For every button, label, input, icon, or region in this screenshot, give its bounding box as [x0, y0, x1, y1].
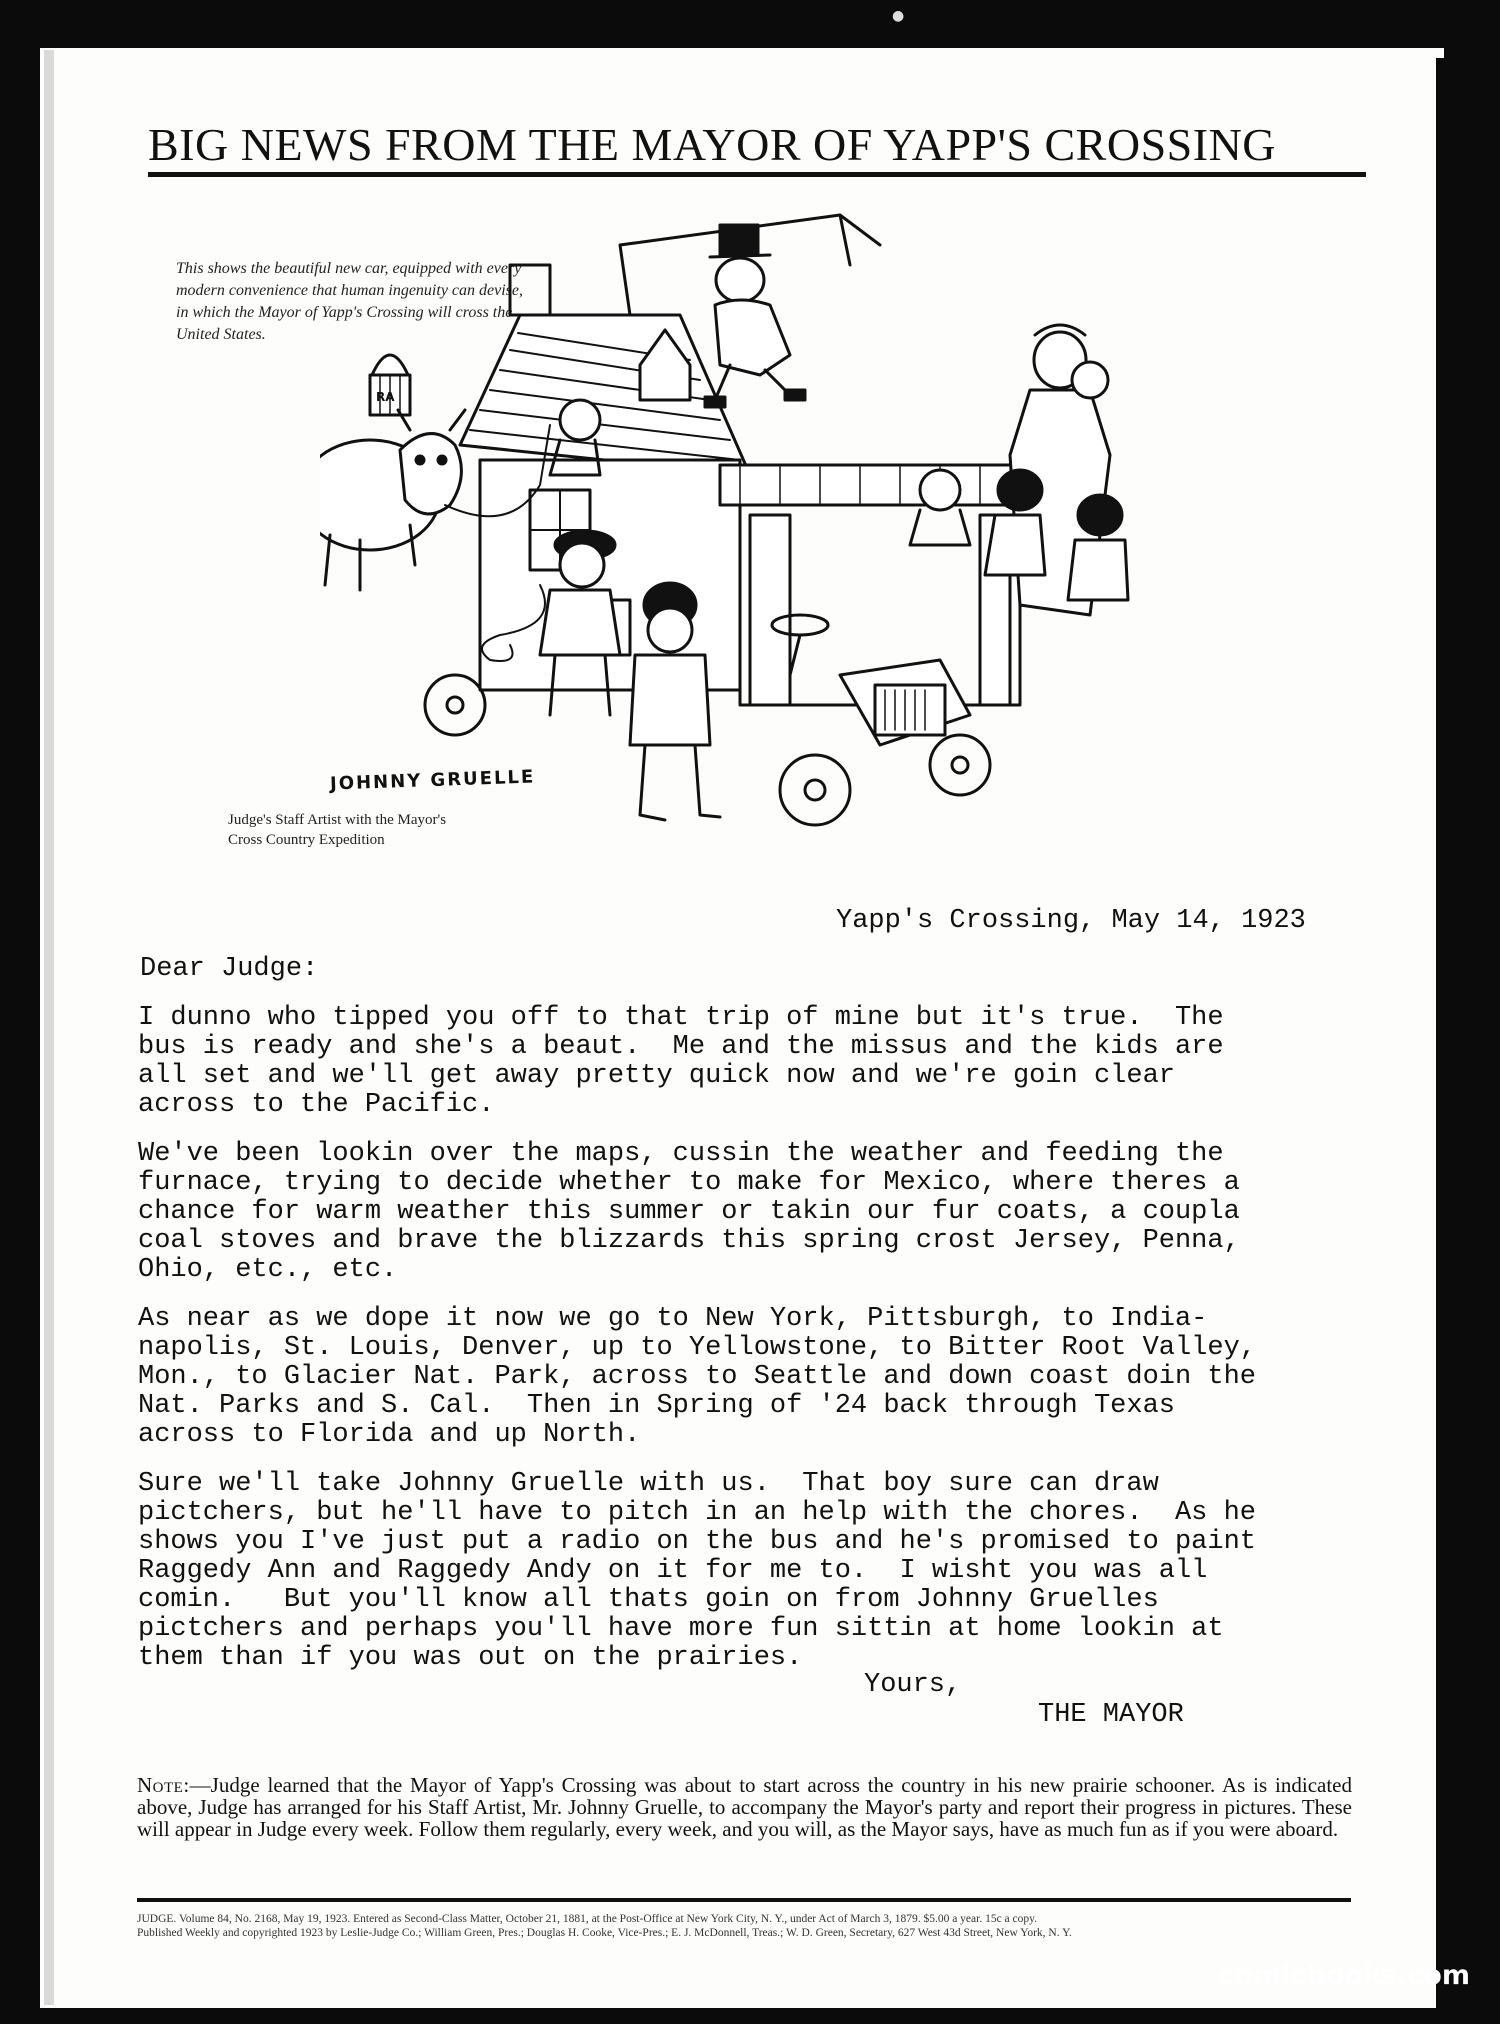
artist-signature: JOHNNY GRUELLE	[329, 766, 536, 795]
scan-mark-icon: ●	[892, 8, 905, 24]
child-right-2	[1068, 495, 1128, 600]
colophon	[137, 1912, 1352, 1940]
letter-paragraph: I dunno who tipped you off to that trip of mine but it's true. The bus is ready and she's a beaut. Me and the missus and the kids are all set and we'll get away pretty quick now and we're goin clear across to the Pacific.	[138, 1003, 1224, 1120]
letter-paragraph: Sure we'll take Johnny Gruelle with us. That boy sure can draw pictchers, but he'll have to pitch in an help with the chores. As he shows you I've just put a radio on the bus and he's promised to paint Raggedy Ann and Raggedy Andy on it for me to. I wisht you was all comin. But you'll know all thats goin on from Johnny Gruelles pictchers and perhaps you'll have more fun sittin at home lookin at them than if you was out on the prairies.	[138, 1469, 1256, 1673]
illustration-caption-bottom	[228, 810, 548, 850]
caption-bottom-line2: Cross Country Expedition	[228, 832, 385, 848]
letter-paragraph: We've been lookin over the maps, cussin the weather and feeding the furnace, trying to decide whether to make for Mexico, where theres a chance for warm weather this summer or takin our fur coats, a coupla coal stoves and brave the blizzards this spring crost Jersey, Penna, Ohio, etc., etc.	[138, 1139, 1240, 1285]
site-watermark: comicbooks.com	[1218, 1960, 1470, 1991]
footer-rule	[137, 1898, 1351, 1902]
headline-rule	[148, 172, 1366, 177]
page-headline: BIG NEWS FROM THE MAYOR OF YAPP'S CROSSING	[148, 119, 1277, 170]
page-edge	[44, 50, 54, 2005]
illustration-caption-top: This shows the beautiful new car, equipped with every modern convenience that human ingenuity can devise, in which the Mayor of Yapp's Crossing will cross the United States.	[176, 260, 523, 343]
colophon-line1: JUDGE. Volume 84, No. 2168, May 19, 1923. Entered as Second-Class Matter, October 21, 1881, at the Post-Office at New York City, N. Y., under Act of March 3, 1879. $5.00 a year. 15c a copy.	[137, 1913, 1038, 1925]
editor-note	[137, 1774, 1352, 1840]
letter-dateline: Yapp's Crossing, May 14, 1923	[836, 906, 1306, 936]
letter-closing: Yours,	[864, 1670, 962, 1700]
letter-salutation: Dear Judge:	[140, 954, 319, 984]
page-gutter	[1436, 58, 1448, 2008]
birdcage	[370, 355, 410, 415]
house-roof	[460, 315, 750, 475]
letter-body	[138, 1004, 1378, 1693]
front-wheel-left	[780, 755, 850, 825]
birdcage-label: RA	[376, 390, 395, 404]
letter-signoff: THE MAYOR	[1038, 1700, 1184, 1730]
note-label: Note:	[137, 1773, 190, 1797]
man-on-roof	[705, 225, 805, 407]
note-text: —Judge learned that the Mayor of Yapp's Crossing was about to start across the country in his new prairie schooner. As is indicated above, Judge has arranged for his Staff Artist, Mr. Johnny Gruelle, to accompany the Mayor's party and report their progress in pictures. These will appear in Judge every week. Follow them regularly, every week, and you will, as the Mayor says, have as much fun as if you were aboard.	[137, 1773, 1352, 1841]
colophon-line2: Published Weekly and copyrighted 1923 by Leslie-Judge Co.; William Green, Pres.; Douglas H. Cooke, Vice-Pres.; E. J. McDonnell, Treas.; W. D. Green, Secretary, 627 West 43d Street, New York, N. Y.	[137, 1927, 1072, 1939]
rear-wheel	[425, 675, 485, 735]
caption-bottom-line1: Judge's Staff Artist with the Mayor's	[228, 812, 447, 828]
letter-paragraph: As near as we dope it now we go to New York, Pittsburgh, to India- napolis, St. Louis, Denver, up to Yellowstone, to Bitter Root Valley, Mon., to Glacier Nat. Park, across to Seattle and down coast doin the Nat. Parks and S. Cal. Then in Spring of '24 back through Texas across to Florida and up North.	[138, 1304, 1256, 1450]
front-wheel-right	[930, 735, 990, 795]
